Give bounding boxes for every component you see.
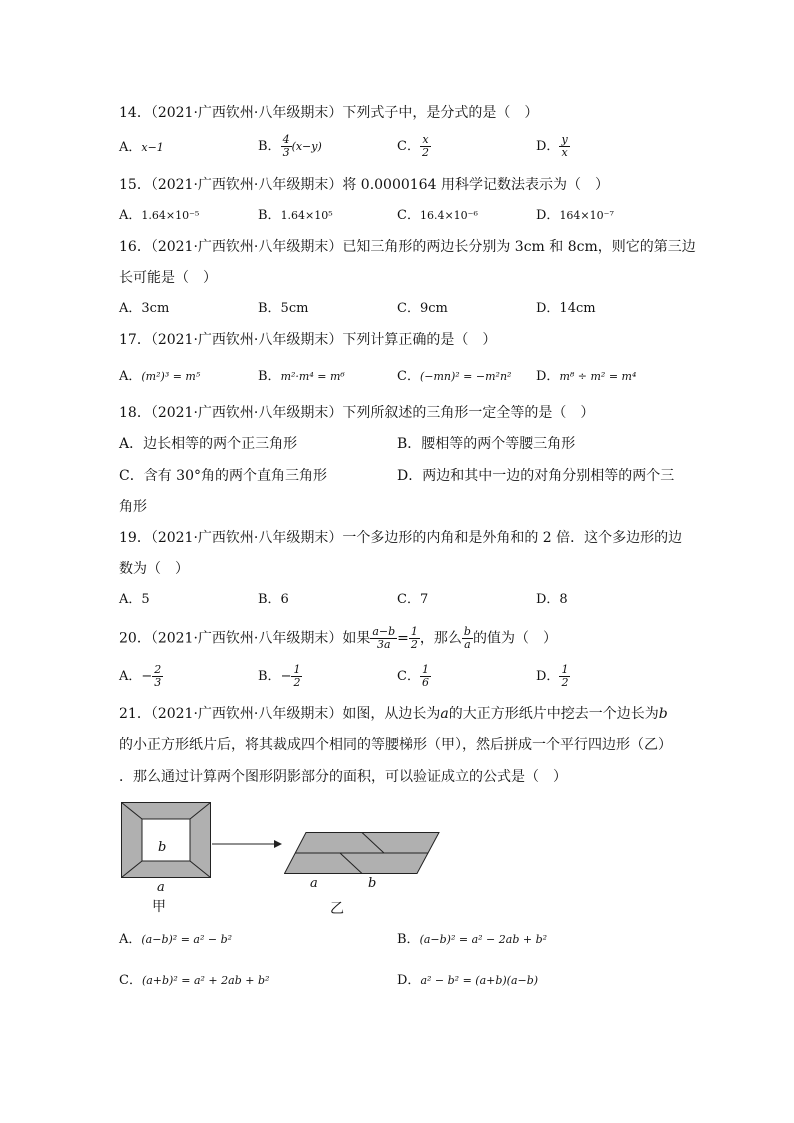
q21-stem-line3: ．那么通过计算两个图形阴影部分的面积，可以验证成立的公式是（ ） <box>119 769 567 785</box>
q21-option-a: A．(a−b)² = a² − b² <box>119 932 233 947</box>
q21-option-d: D．a² − b² = (a+b)(a−b) <box>397 973 539 988</box>
q17-option-a: A．(m²)³ = m⁵ <box>119 369 201 384</box>
q17-option-c: C．(−mn)² = −m²n² <box>397 369 512 384</box>
q17-option-b: B．m²·m⁴ = m⁶ <box>258 369 345 384</box>
q16-stem-line2: 长可能是（ ） <box>119 270 217 286</box>
q14-stem: 14．（2021·广西钦州·八年级期末）下列式子中，是分式的是（ ） <box>119 105 539 121</box>
q18-option-d-line2: 角形 <box>119 499 147 515</box>
q21-option-c: C．(a+b)² = a² + 2ab + b² <box>119 973 270 988</box>
q19-option-d: D．8 <box>536 592 568 607</box>
figure-yi-label-a: a <box>310 876 318 891</box>
arrow-icon <box>212 838 282 850</box>
q15-option-c: C．16.4×10⁻⁶ <box>397 208 478 223</box>
q20-option-c: C． $\frac{1}{6}$ <box>397 663 429 689</box>
q19-option-c: C．7 <box>397 592 429 607</box>
figure-jia-label-a: a <box>157 880 165 895</box>
q15-option-d: D．164×10⁻⁷ <box>536 208 614 223</box>
q19-stem-line2: 数为（ ） <box>119 561 189 577</box>
q19-option-a: A．5 <box>119 592 150 607</box>
figure-jia-label-b: b <box>158 840 167 855</box>
q16-option-c: C．9cm <box>397 301 448 316</box>
q16-option-b: B．5cm <box>258 301 309 316</box>
q21-stem-line2: 的小正方形纸片后，将其裁成四个相同的等腰梯形（甲），然后拼成一个平行四边形（乙） <box>119 737 672 753</box>
q21-stem: 21．（2021·广西钦州·八年级期末）如图，从边长为a的大正方形纸片中挖去一个边长为b <box>119 706 668 722</box>
q15-option-a: A．1.64×10⁻⁵ <box>119 208 200 223</box>
q14-option-d: D． $\frac{y}{x}$ <box>536 133 568 159</box>
q18-option-b: B．腰相等的两个等腰三角形 <box>397 436 576 452</box>
figure-yi-caption: 乙 <box>330 901 344 917</box>
q14-option-b: B． $\frac{4}{3}$ (x−y) <box>258 133 322 159</box>
q20-stem: 20．（2021·广西钦州·八年级期末）如果 $\frac{a-b}{3a}$ = $\frac{1}{2}$ ，那么 $\frac{b}{a}$ 的值为（ ） <box>119 625 557 651</box>
figure-yi-parallelogram <box>284 832 440 874</box>
q18-option-d: D．两边和其中一边的对角分别相等的两个三 <box>397 468 675 484</box>
q18-option-c: C．含有 30°角的两个直角三角形 <box>119 468 327 484</box>
q20-option-b: B．− $\frac{1}{2}$ <box>258 663 301 689</box>
q18-option-a: A．边长相等的两个正三角形 <box>119 436 298 452</box>
q17-stem: 17．（2021·广西钦州·八年级期末）下列计算正确的是（ ） <box>119 332 497 348</box>
q14-option-c: C． $\frac{x}{2}$ <box>397 133 429 159</box>
q19-option-b: B．6 <box>258 592 289 607</box>
figure-yi-label-b: b <box>368 876 377 891</box>
q16-option-d: D．14cm <box>536 301 596 316</box>
q19-stem: 19．（2021·广西钦州·八年级期末）一个多边形的内角和是外角和的 2 倍．这个多边形的边 <box>119 530 683 546</box>
q18-stem: 18．（2021·广西钦州·八年级期末）下列所叙述的三角形一定全等的是（ ） <box>119 405 595 421</box>
q21-option-b: B．(a−b)² = a² − 2ab + b² <box>397 932 548 947</box>
q17-option-d: D．m⁸ ÷ m² = m⁴ <box>536 369 637 384</box>
q16-option-a: A．3cm <box>119 301 170 316</box>
figure-jia-caption: 甲 <box>152 899 166 915</box>
q15-option-b: B．1.64×10⁵ <box>258 208 333 223</box>
q20-option-a: A．− $\frac{2}{3}$ <box>119 663 162 689</box>
q16-stem: 16．（2021·广西钦州·八年级期末）已知三角形的两边长分别为 3cm 和 8cm，则它的第三边 <box>119 239 696 255</box>
q14-option-a: A．x−1 <box>119 140 164 155</box>
q20-option-d: D． $\frac{1}{2}$ <box>536 663 569 689</box>
q15-stem: 15．（2021·广西钦州·八年级期末）将 0.0000164 用科学记数法表示为（ ） <box>119 177 609 193</box>
